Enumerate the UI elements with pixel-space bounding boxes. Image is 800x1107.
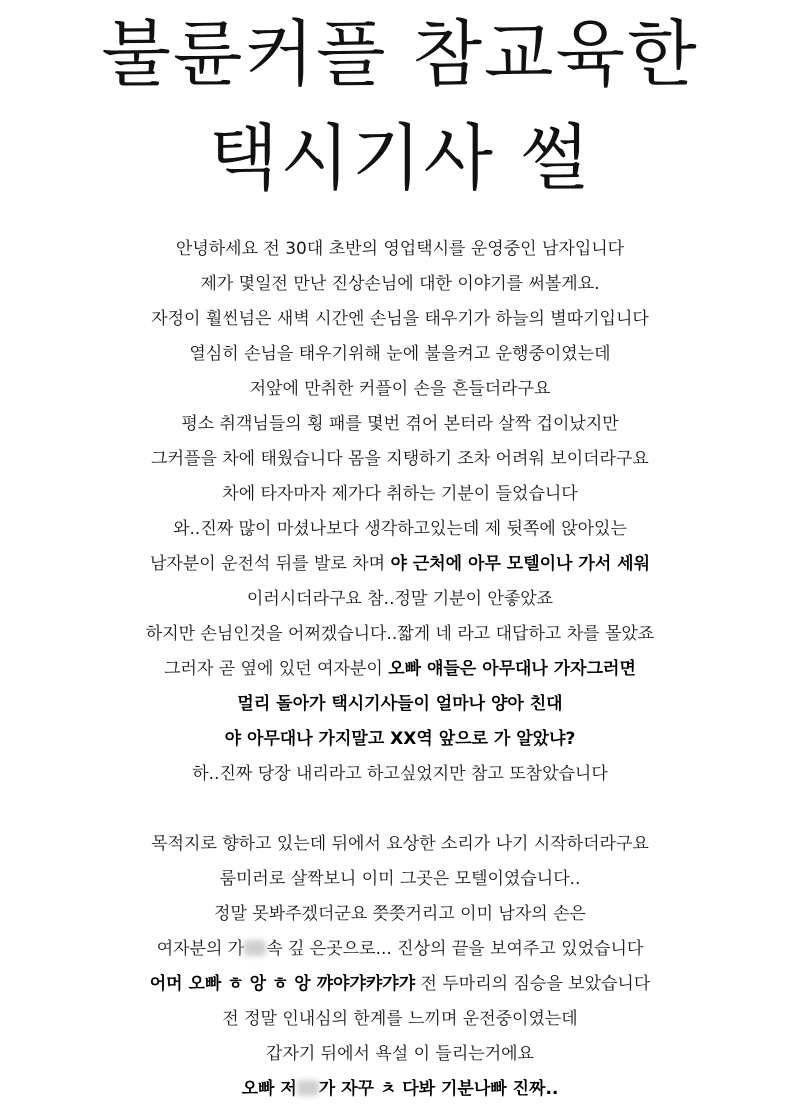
story-line-normal-part: 남자분이 운전석 뒤를 발로 차며: [149, 554, 391, 574]
story-line-mixed: [0, 652, 800, 687]
story-line-part: 가 자꾸 ㅊ 다봐 기분나빠 진짜..: [318, 1079, 559, 1099]
story-line: 하지만 손님인것을 어쩌겠습니다..짧게 네 라고 대답하고 차를 몰았죠: [145, 624, 655, 644]
story-line-part: 속 깊 은곳으로... 진상의 끝을 보여주고 있었습니다: [266, 939, 644, 959]
story-line-mixed: [0, 547, 800, 582]
story-line: 차에 타자마자 제가다 취하는 기분이 들었습니다: [222, 484, 578, 504]
story-line: 평소 취객님들의 횡 패를 몇번 겪어 본터라 살짝 겁이났지만: [181, 414, 619, 434]
story-line-part: 오빠 저: [241, 1079, 297, 1099]
censor-blur: [297, 1080, 319, 1096]
story-line-bold: 야 아무대나 가지말고 XX역 앞으로 가 알았냐?: [224, 729, 576, 749]
story-line: 그커플을 차에 태웠습니다 몸을 지탱하기 조차 어려워 보이더라구요: [151, 449, 649, 469]
story-line: 제가 몇일전 만난 진상손님에 대한 이야기를 써볼게요.: [200, 274, 600, 294]
story-line-normal-part: 그러자 곧 옆에 있던 여자분이: [164, 659, 389, 679]
story-line-normal-part: 전 두마리의 짐승을 보았습니다: [415, 974, 651, 994]
story-line-bold: 멀리 돌아가 택시기사들이 얼마나 양아 친대: [237, 694, 563, 714]
story-line-censored-bold: [0, 1072, 800, 1107]
censor-blur: [244, 940, 266, 956]
page-title-line-1: 불륜커플 참교육한: [101, 12, 699, 96]
story-line-bold-part: 오빠 얘들은 아무대나 가자그러면: [388, 659, 636, 679]
story-line-bold-part: 야 근처에 아무 모텔이나 가서 세워: [390, 554, 650, 574]
story-line-censored: [0, 932, 800, 967]
story-line: 갑자기 뒤에서 욕설 이 들리는거에요: [266, 1044, 534, 1064]
story-line: 전 정말 인내심의 한계를 느끼며 운전중이였는데: [222, 1009, 578, 1029]
story-line: 목적지로 향하고 있는데 뒤에서 요상한 소리가 나기 시작하더라구요: [151, 834, 649, 854]
story-line: 하..진짜 당장 내리라고 하고싶었지만 참고 또참았습니다: [192, 764, 608, 784]
story-line: 자정이 훨씬넘은 새벽 시간엔 손님을 태우기가 하늘의 별따기입니다: [151, 309, 649, 329]
story-body: [0, 232, 800, 1107]
paragraph-gap: [0, 792, 800, 827]
story-line: 룸미러로 살짝보니 이미 그곳은 모텔이였습니다..: [219, 869, 581, 889]
story-line: 열심히 손님을 태우기위해 눈에 불을켜고 운행중이였는데: [189, 344, 611, 364]
story-line: 이러시더라구요 참..정말 기분이 안좋았죠: [246, 589, 554, 609]
story-line: 와..진짜 많이 마셨나보다 생각하고있는데 제 뒷쪽에 앉아있는: [173, 519, 627, 539]
story-line-part: 여자분의 가: [156, 939, 245, 959]
story-line: 저앞에 만취한 커플이 손을 흔들더라구요: [249, 379, 551, 399]
story-line: 정말 못봐주겠더군요 쯧쯧거리고 이미 남자의 손은: [214, 904, 586, 924]
page-title-line-2: 택시기사 썰: [208, 116, 592, 200]
story-line: 안녕하세요 전 30대 초반의 영업택시를 운영중인 남자입니다: [175, 239, 625, 259]
story-line-mixed: [0, 967, 800, 1002]
story-line-bold-part: 어머 오빠 ㅎ 앙 ㅎ 앙 꺄야갸캬갸갸: [149, 974, 416, 994]
